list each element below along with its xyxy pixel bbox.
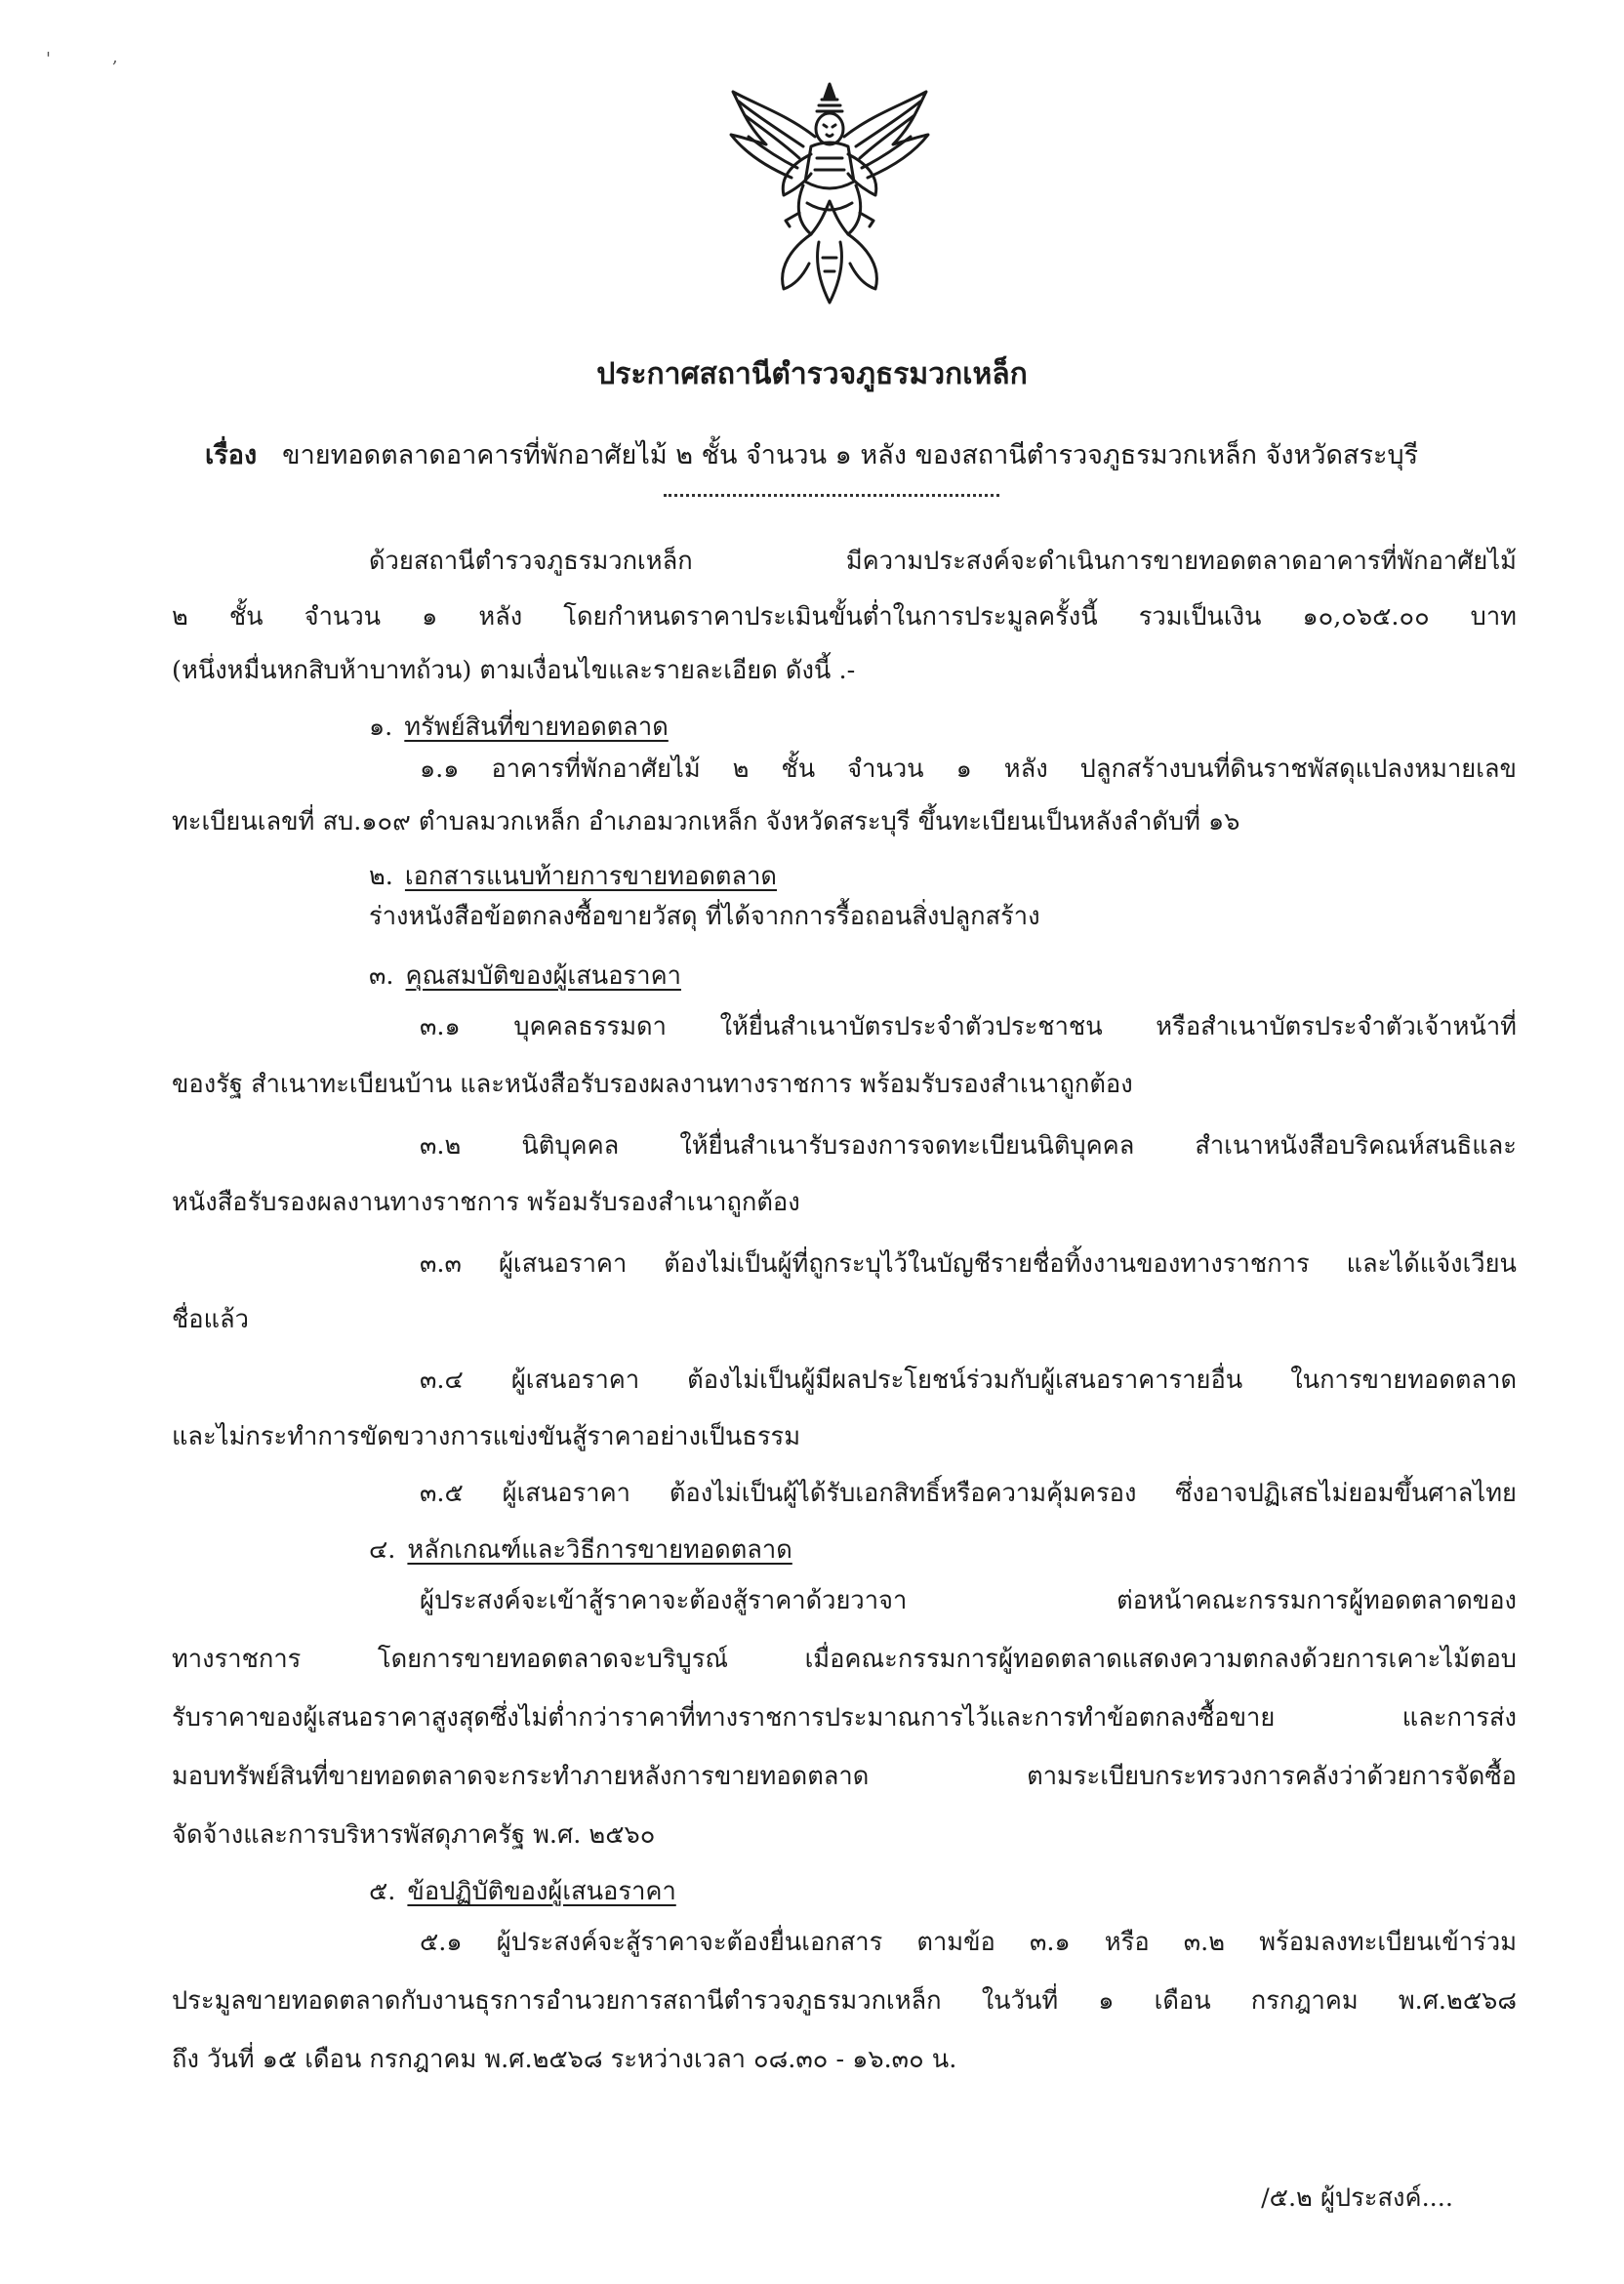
- paragraph-line: และไม่กระทำการขัดขวางการแข่งขันสู้ราคาอย่างเป็นธรรม: [172, 1422, 801, 1451]
- dotted-separator: [664, 494, 999, 497]
- section-number: ๕.: [369, 1877, 396, 1906]
- paragraph-line: ชื่อแล้ว: [172, 1305, 250, 1334]
- section-title: หลักเกณฑ์และวิธีการขายทอดตลาด: [407, 1535, 792, 1565]
- paragraph-line: จัดจ้างและการบริหารพัสดุภาครัฐ พ.ศ. ๒๕๖๐: [172, 1820, 656, 1850]
- section-number: ๒.: [369, 862, 393, 891]
- section-title: ข้อปฏิบัติของผู้เสนอราคา: [407, 1877, 676, 1906]
- section-title: เอกสารแนบท้ายการขายทอดตลาด: [404, 862, 777, 891]
- subject-line: [205, 433, 1517, 475]
- scan-speck: ': [46, 49, 51, 69]
- paragraph-line: รับราคาของผู้เสนอราคาสูงสุดซึ่งไม่ต่ำกว่าราคาที่ทางราชการประมาณการไว้และการทำข้อตกลงซื้อขาย และการส่ง: [172, 1703, 1517, 1733]
- section-number: ๓.: [369, 961, 394, 991]
- intro-line: ด้วยสถานีตำรวจภูธรมวกเหล็ก มีความประสงค์จะดำเนินการขายทอดตลาดอาคารที่พักอาศัยไม้: [369, 547, 1517, 576]
- paragraph-line: ๓.๕ ผู้เสนอราคา ต้องไม่เป็นผู้ได้รับเอกสิทธิ์หรือความคุ้มครอง ซึ่งอาจปฏิเสธไม่ยอมขึ้นศาลไทย: [420, 1479, 1517, 1508]
- intro-line: (หนึ่งหมื่นหกสิบห้าบาทถ้วน) ตามเงื่อนไขและรายละเอียด ดังนี้ .-: [172, 656, 856, 685]
- paragraph-line: ๓.๓ ผู้เสนอราคา ต้องไม่เป็นผู้ที่ถูกระบุไว้ในบัญชีรายชื่อทิ้งงานของทางราชการ และได้แจ้งเวียน: [420, 1249, 1517, 1279]
- paragraph-line: หนังสือรับรองผลงานทางราชการ พร้อมรับรองสำเนาถูกต้อง: [172, 1188, 800, 1217]
- section-number: ๔.: [369, 1535, 396, 1565]
- intro-line: ๒ ชั้น จำนวน ๑ หลัง โดยกำหนดราคาประเมินขั้นต่ำในการประมูลครั้งนี้ รวมเป็นเงิน ๑๐,๐๖๕.๐๐ บาท: [172, 602, 1517, 632]
- paragraph-line: ๓.๑ บุคคลธรรมดา ให้ยื่นสำเนาบัตรประจำตัวประชาชน หรือสำเนาบัตรประจำตัวเจ้าหน้าที่: [420, 1012, 1517, 1041]
- section-heading: [369, 1872, 676, 1911]
- section-heading: [369, 708, 669, 747]
- section-heading: [369, 1530, 792, 1570]
- paragraph-line: ๑.๑ อาคารที่พักอาศัยไม้ ๒ ชั้น จำนวน ๑ หลัง ปลูกสร้างบนที่ดินราชพัสดุแปลงหมายเลข: [420, 755, 1517, 784]
- garuda-emblem: [710, 76, 950, 316]
- paragraph-line: ทางราชการ โดยการขายทอดตลาดจะบริบูรณ์ เมื่อคณะกรรมการผู้ทอดตลาดแสดงความตกลงด้วยการเคาะไม้ตอบ: [172, 1645, 1517, 1674]
- section-heading: [369, 957, 681, 996]
- paragraph-line: ประมูลขายทอดตลาดกับงานธุรการอำนวยการสถานีตำรวจภูธรมวกเหล็ก ในวันที่ ๑ เดือน กรกฎาคม พ.ศ.๒๕๖๘: [172, 1986, 1517, 2016]
- paragraph-line: ๓.๔ ผู้เสนอราคา ต้องไม่เป็นผู้มีผลประโยชน์ร่วมกับผู้เสนอราคารายอื่น ในการขายทอดตลาด: [420, 1366, 1517, 1395]
- scan-speck: ,: [112, 47, 118, 67]
- paragraph-line: มอบทรัพย์สินที่ขายทอดตลาดจะกระทำภายหลังการขายทอดตลาด ตามระเบียบกระทรวงการคลังว่าด้วยการจัดซื้อ: [172, 1762, 1517, 1791]
- section-title: คุณสมบัติของผู้เสนอราคา: [405, 961, 681, 991]
- paragraph-line: ๕.๑ ผู้ประสงค์จะสู้ราคาจะต้องยื่นเอกสาร ตามข้อ ๓.๑ หรือ ๓.๒ พร้อมลงทะเบียนเข้าร่วม: [420, 1928, 1517, 1957]
- paragraph-line: ร่างหนังสือข้อตกลงซื้อขายวัสดุ ที่ได้จากการรื้อถอนสิ่งปลูกสร้าง: [369, 902, 1040, 931]
- continuation-note: /๕.๒ ผู้ประสงค์....: [1261, 2183, 1453, 2213]
- subject-text: ขายทอดตลาดอาคารที่พักอาศัยไม้ ๒ ชั้น จำนวน ๑ หลัง ของสถานีตำรวจภูธรมวกเหล็ก จังหวัดสระบุรี: [282, 440, 1419, 470]
- section-heading: [369, 857, 777, 896]
- section-title: ทรัพย์สินที่ขายทอดตลาด: [404, 713, 669, 742]
- paragraph-line: ผู้ประสงค์จะเข้าสู้ราคาจะต้องสู้ราคาด้วยวาจา ต่อหน้าคณะกรรมการผู้ทอดตลาดของ: [420, 1586, 1517, 1615]
- section-number: ๑.: [369, 713, 393, 742]
- paragraph-line: ทะเบียนเลขที่ สบ.๑๐๙ ตำบลมวกเหล็ก อำเภอมวกเหล็ก จังหวัดสระบุรี ขึ้นทะเบียนเป็นหลังลำดับที่ ๑๖: [172, 807, 1240, 836]
- document-title: ประกาศสถานีตำรวจภูธรมวกเหล็ก: [596, 357, 1028, 391]
- subject-label: เรื่อง: [205, 440, 258, 470]
- paragraph-line: ถึง วันที่ ๑๕ เดือน กรกฎาคม พ.ศ.๒๕๖๘ ระหว่างเวลา ๐๘.๓๐ - ๑๖.๓๐ น.: [172, 2045, 957, 2074]
- paragraph-line: ๓.๒ นิติบุคคล ให้ยื่นสำเนารับรองการจดทะเบียนนิติบุคคล สำเนาหนังสือบริคณห์สนธิและ: [420, 1131, 1517, 1161]
- paragraph-line: ของรัฐ สำเนาทะเบียนบ้าน และหนังสือรับรองผลงานทางราชการ พร้อมรับรองสำเนาถูกต้อง: [172, 1070, 1133, 1099]
